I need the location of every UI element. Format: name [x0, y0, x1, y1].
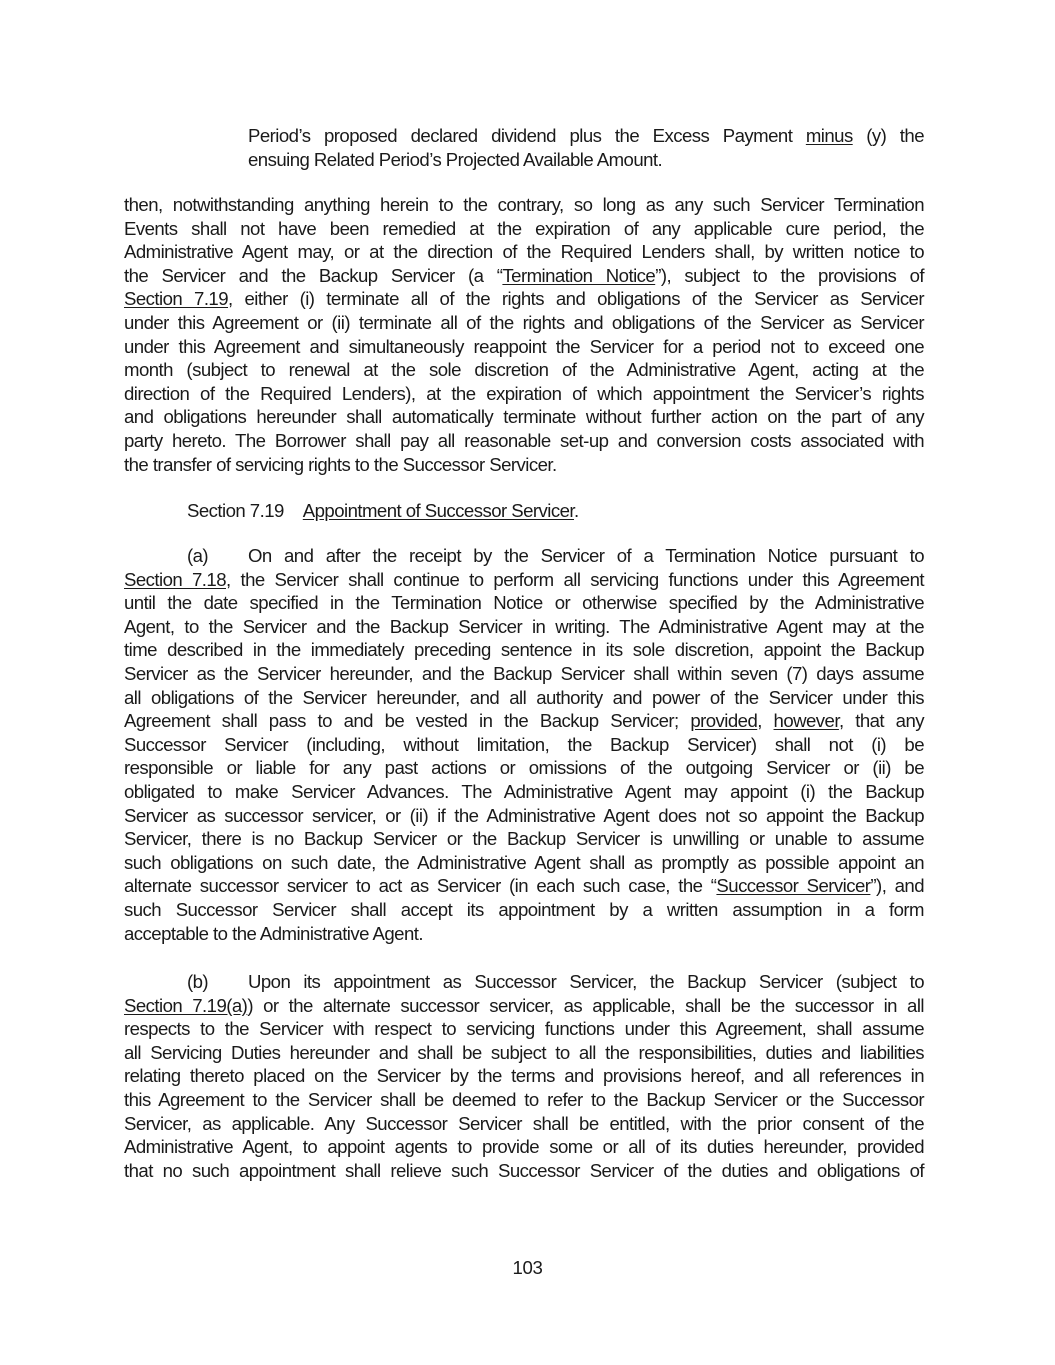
text-line — [187, 544, 924, 568]
text-line — [124, 827, 924, 851]
text-run: all obligations of the Servicer hereunder, and all authority and power of the Servicer under this — [124, 686, 924, 708]
text-run: , that any — [838, 710, 925, 732]
text-line — [124, 780, 924, 804]
text-line — [124, 1041, 924, 1065]
text-run: respects to the Servicer with respect to servicing functions under this Agreement, shall assume — [124, 1018, 924, 1040]
text-run: until the date specified in the Termination Notice or otherwise specified by the Administrative — [124, 592, 924, 614]
text-line — [124, 217, 924, 241]
text-line — [124, 1064, 924, 1088]
text-line — [248, 124, 924, 148]
text-line — [124, 733, 924, 757]
text-line — [124, 264, 924, 288]
text-line — [124, 568, 924, 592]
text-line — [124, 638, 924, 662]
text-run: under this Agreement or (ii) terminate all of the rights and obligations of the Servicer as Servicer — [124, 312, 924, 333]
text-run: Upon its appointment as Successor Servicer, the Backup Servicer (subject to — [248, 971, 924, 992]
text-run: relating thereto placed on the Servicer by the terms and provisions hereof, and all references in — [124, 1065, 924, 1087]
text-run: Period’s proposed declared dividend plus the Excess Payment — [248, 125, 806, 146]
text-run: the Servicer and the Backup Servicer (a “ — [124, 264, 503, 286]
text-run: alternate successor servicer to act as Servicer (in each such case, the “ — [124, 875, 717, 897]
text-run: responsible or liable for any past actions or omissions of the outgoing Servicer or (ii) be — [124, 757, 924, 779]
text-line — [124, 429, 924, 453]
text-run: obligated to make Servicer Advances. The Administrative Agent may appoint (i) the Backup — [124, 781, 924, 802]
text-run: Servicer as the Servicer hereunder, and the Backup Servicer shall within seven (7) days assume — [124, 663, 924, 684]
text-run: such obligations on such date, the Administrative Agent shall as promptly as possible appoint an — [124, 851, 924, 873]
underlined-term: Termination Notice — [502, 264, 656, 286]
text-line — [124, 1088, 924, 1112]
text-run: Agent, to the Servicer and the Backup Servicer in writing. The Administrative Agent may at the — [124, 615, 924, 637]
text-run: ) or the alternate successor servicer, as applicable, shall be the successor in all — [247, 994, 924, 1016]
text-run: ”), subject to the provisions of — [655, 264, 924, 286]
text-line — [124, 804, 924, 828]
text-run: ensuing Related Period’s Projected Available Amount. — [248, 149, 663, 170]
text-line — [124, 898, 924, 922]
text-run: Administrative Agent may, or at the direction of the Required Lenders shall, by written notice to — [124, 241, 924, 263]
text-line — [124, 851, 924, 875]
text-run: ”), and — [870, 875, 925, 897]
text-line — [124, 686, 924, 710]
underlined-term: Section 7.19 — [124, 288, 229, 310]
text-line — [124, 922, 924, 946]
text-run: Servicer, there is no Backup Servicer or the Backup Servicer is unwilling or unable to assume — [124, 828, 924, 850]
text-run: under this Agreement and simultaneously reappoint the Servicer for a period not to exceed one — [124, 335, 924, 357]
text-line — [124, 405, 924, 429]
text-run: Events shall not have been remedied at the expiration of any applicable cure period, the — [124, 217, 924, 239]
text-run: , — [757, 710, 774, 732]
text-run: month (subject to renewal at the sole discretion of the Administrative Agent, acting at the — [124, 359, 924, 381]
text-line — [124, 874, 924, 898]
text-line — [124, 1135, 924, 1159]
text-run: this Agreement to the Servicer shall be deemed to refer to the Backup Servicer or the Successor — [124, 1089, 924, 1110]
text-run: Servicer, as applicable. Any Successor Servicer shall be entitled, with the prior consent of the — [124, 1112, 924, 1134]
text-run: that no such appointment shall relieve such Successor Servicer of the duties and obligations of — [124, 1159, 924, 1181]
text-run: the transfer of servicing rights to the Successor Servicer. — [124, 453, 557, 475]
text-line — [124, 709, 924, 733]
text-run: and obligations hereunder shall automatically terminate without further action on the part of any — [124, 406, 924, 428]
text-line — [248, 148, 924, 172]
underlined-term: provided — [690, 710, 758, 732]
underlined-term: however — [773, 710, 839, 732]
section-number: Section 7.19 — [187, 500, 284, 521]
text-line — [187, 970, 924, 994]
underlined-term: Successor Servicer — [716, 875, 871, 897]
text-line — [124, 591, 924, 615]
page-number: 103 — [512, 1257, 543, 1278]
text-line — [124, 1017, 924, 1041]
text-run: such Successor Servicer shall accept its appointment by a written assumption in a form — [124, 899, 924, 920]
text-run: Servicer as successor servicer, or (ii) if the Administrative Agent does not so appoint the Backup — [124, 804, 924, 826]
underlined-term: Section 7.19(a) — [124, 994, 248, 1016]
text-run: (y) the — [852, 125, 924, 146]
text-run: acceptable to the Administrative Agent. — [124, 922, 423, 944]
text-line — [124, 193, 924, 217]
section-title: Appointment of Successor Servicer — [302, 500, 575, 521]
text-line — [124, 358, 924, 382]
text-run: party hereto. The Borrower shall pay all reasonable set-up and conversion costs associated with — [124, 430, 924, 451]
underlined-term: minus — [805, 125, 853, 146]
text-line — [124, 662, 924, 686]
text-line — [124, 756, 924, 780]
paragraph-label: (a) — [187, 545, 209, 566]
text-line — [124, 615, 924, 639]
section-title-period: . — [574, 500, 579, 521]
text-run: direction of the Required Lenders), at the expiration of which appointment the Servicer’s rights — [124, 382, 924, 404]
text-line — [124, 335, 924, 359]
text-line — [124, 994, 924, 1018]
text-line — [124, 240, 924, 264]
text-run: On and after the receipt by the Servicer of a Termination Notice pursuant to — [248, 545, 924, 566]
text-line — [124, 311, 924, 335]
text-run: Agreement shall pass to and be vested in the Backup Servicer; — [124, 710, 691, 732]
text-run: Administrative Agent, to appoint agents to provide some or all of its duties hereunder, provided — [124, 1136, 924, 1158]
text-run: then, notwithstanding anything herein to the contrary, so long as any such Servicer Termination — [124, 194, 924, 215]
paragraph-label: (b) — [187, 971, 209, 992]
text-line — [124, 1159, 924, 1183]
text-run: Successor Servicer (including, without limitation, the Backup Servicer) shall not (i) be — [124, 733, 924, 755]
text-line — [124, 1112, 924, 1136]
text-run: , either (i) terminate all of the rights and obligations of the Servicer as Servicer — [228, 288, 924, 310]
text-line — [124, 287, 924, 311]
text-line — [124, 382, 924, 406]
text-run: time described in the immediately preceding sentence in its sole discretion, appoint the Backup — [124, 639, 924, 661]
text-line — [124, 453, 924, 477]
section-heading — [187, 499, 987, 523]
underlined-term: Section 7.18 — [124, 568, 226, 590]
text-run: , the Servicer shall continue to perform all servicing functions under this Agreement — [226, 568, 924, 590]
text-run: all Servicing Duties hereunder and shall be subject to all the responsibilities, duties and liabilities — [124, 1041, 924, 1063]
